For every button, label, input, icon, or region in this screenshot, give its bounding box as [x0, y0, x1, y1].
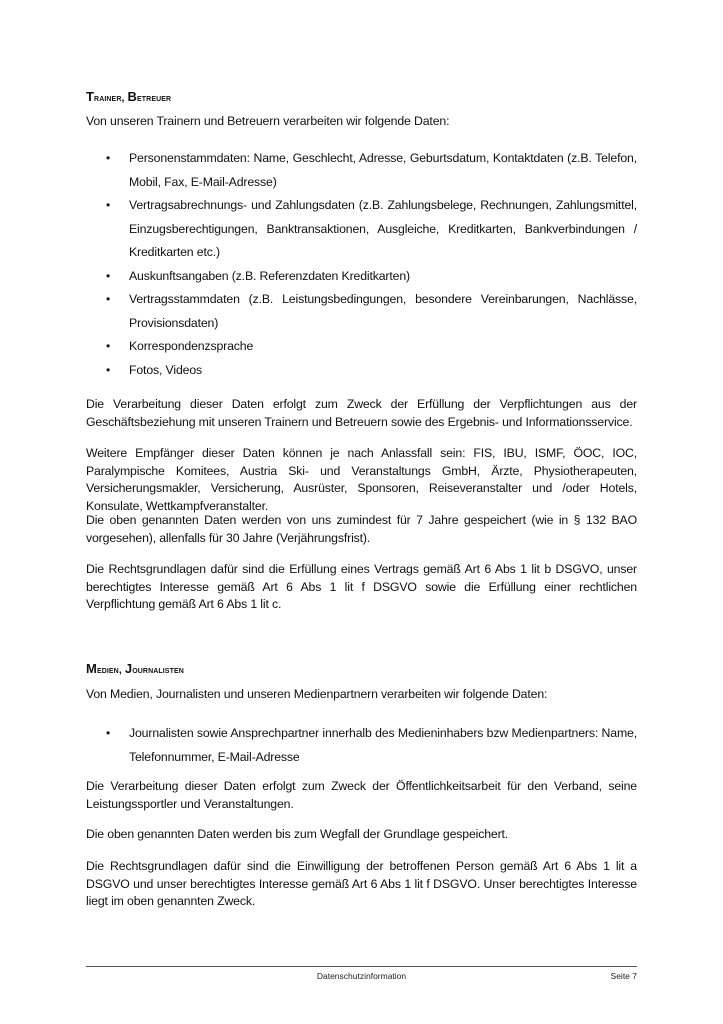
paragraph-retention-media: Die oben genannten Daten werden bis zum Wegfall der Grundlage gespeichert.: [86, 827, 509, 841]
bullet-list-trainer: [86, 147, 637, 382]
bullet-icon: •: [106, 268, 111, 283]
paragraph-purpose-trainer: Die Verarbeitung dieser Daten erfolgt zum Zweck der Erfüllung der Verpflichtungen aus der Geschäftsbeziehung mit unseren Trainern und Betreuern sowie des Ergebnis- und Informationsservice.: [86, 397, 637, 429]
bullet-icon: •: [106, 339, 111, 353]
footer-page-number: Seite 7: [610, 971, 637, 981]
footer-divider: [86, 966, 637, 967]
paragraph-legal-basis-trainer: Die Rechtsgrundlagen dafür sind die Erfüllung eines Vertrags gemäß Art 6 Abs 1 lit b DSGVO, unser berechtigtes Interesse gemäß Art 6 Abs 1 lit f DSGVO sowie die Erfüllung einer rechtlichen Verpflichtung gemäß Art 6 Abs 1 lit c.: [86, 562, 637, 611]
section-intro-media: Von Medien, Journalisten und unseren Medienpartnern verarbeiten wir folgende Daten:: [86, 687, 548, 701]
footer-title: Datenschutzinformation: [316, 971, 407, 981]
section-heading-trainer: Trainer, Betreuer: [86, 89, 172, 104]
list-item: • Vertragsabrechnungs- und Zahlungsdaten (z.B. Zahlungsbelege, Rechnungen, Zahlungsmittel, Einzugsberechtigungen, Banktransaktionen, Ausgleiche, Kreditkarten, Bankverbindungen / Kreditkarten etc.): [86, 194, 637, 265]
list-item: • Vertragsstammdaten (z.B. Leistungsbedingungen, besondere Vereinbarungen, Nachlässe, Provisionsdaten): [86, 288, 637, 335]
bullet-icon: •: [106, 292, 111, 306]
paragraph-legal-basis-media: Die Rechtsgrundlagen dafür sind die Einwilligung der betroffenen Person gemäß Art 6 Abs 1 lit a DSGVO und unser berechtigtes Interesse gemäß Art 6 Abs 1 lit f DSGVO. Unser berechtigtes Interesse liegt im oben genannten Zweck.: [86, 859, 637, 908]
bullet-icon: •: [106, 151, 111, 165]
bullet-icon: •: [106, 362, 111, 377]
list-item: • Journalisten sowie Ansprechpartner innerhalb des Medieninhabers bzw Medienpartners: Name, Telefonnummer, E-Mail-Adresse: [86, 722, 637, 769]
list-item: • Personenstammdaten: Name, Geschlecht, Adresse, Geburtsdatum, Kontaktdaten (z.B. Telefon, Mobil, Fax, E-Mail-Adresse): [86, 147, 637, 194]
paragraph-recipients-trainer: Weitere Empfänger dieser Daten können je nach Anlassfall sein: FIS, IBU, ISMF, ÖOC, IOC, Paralympische Komitees, Austria Ski- und Veranstaltungs GmbH, Ärzte, Physiotherapeuten, Versicherungsmakler, Versicherung, Ausrüster, Sponsoren, Reiseveranstalter und /oder Hotels, Konsulate, Wettkampfveranstalter.: [86, 446, 637, 513]
bullet-icon: •: [106, 198, 111, 212]
paragraph-retention-trainer: Die oben genannten Daten werden von uns zumindest für 7 Jahre gespeichert (wie in § 132 BAO vorgesehen), allenfalls für 30 Jahre (Verjährungsfrist).: [86, 513, 637, 545]
list-item: • Korrespondenzsprache: [86, 335, 637, 359]
section-heading-media: Medien, Journalisten: [86, 661, 184, 676]
bullet-list-media: [86, 722, 637, 769]
section-intro-trainer: Von unseren Trainern und Betreuern verarbeiten wir folgende Daten:: [86, 114, 450, 128]
list-item: • Auskunftsangaben (z.B. Referenzdaten Kreditkarten): [86, 265, 637, 289]
list-item: • Fotos, Videos: [86, 359, 637, 383]
paragraph-purpose-media: Die Verarbeitung dieser Daten erfolgt zum Zweck der Öffentlichkeitsarbeit für den Verband, seine Leistungssportler und Veranstaltungen.: [86, 779, 637, 811]
bullet-icon: •: [106, 726, 111, 740]
